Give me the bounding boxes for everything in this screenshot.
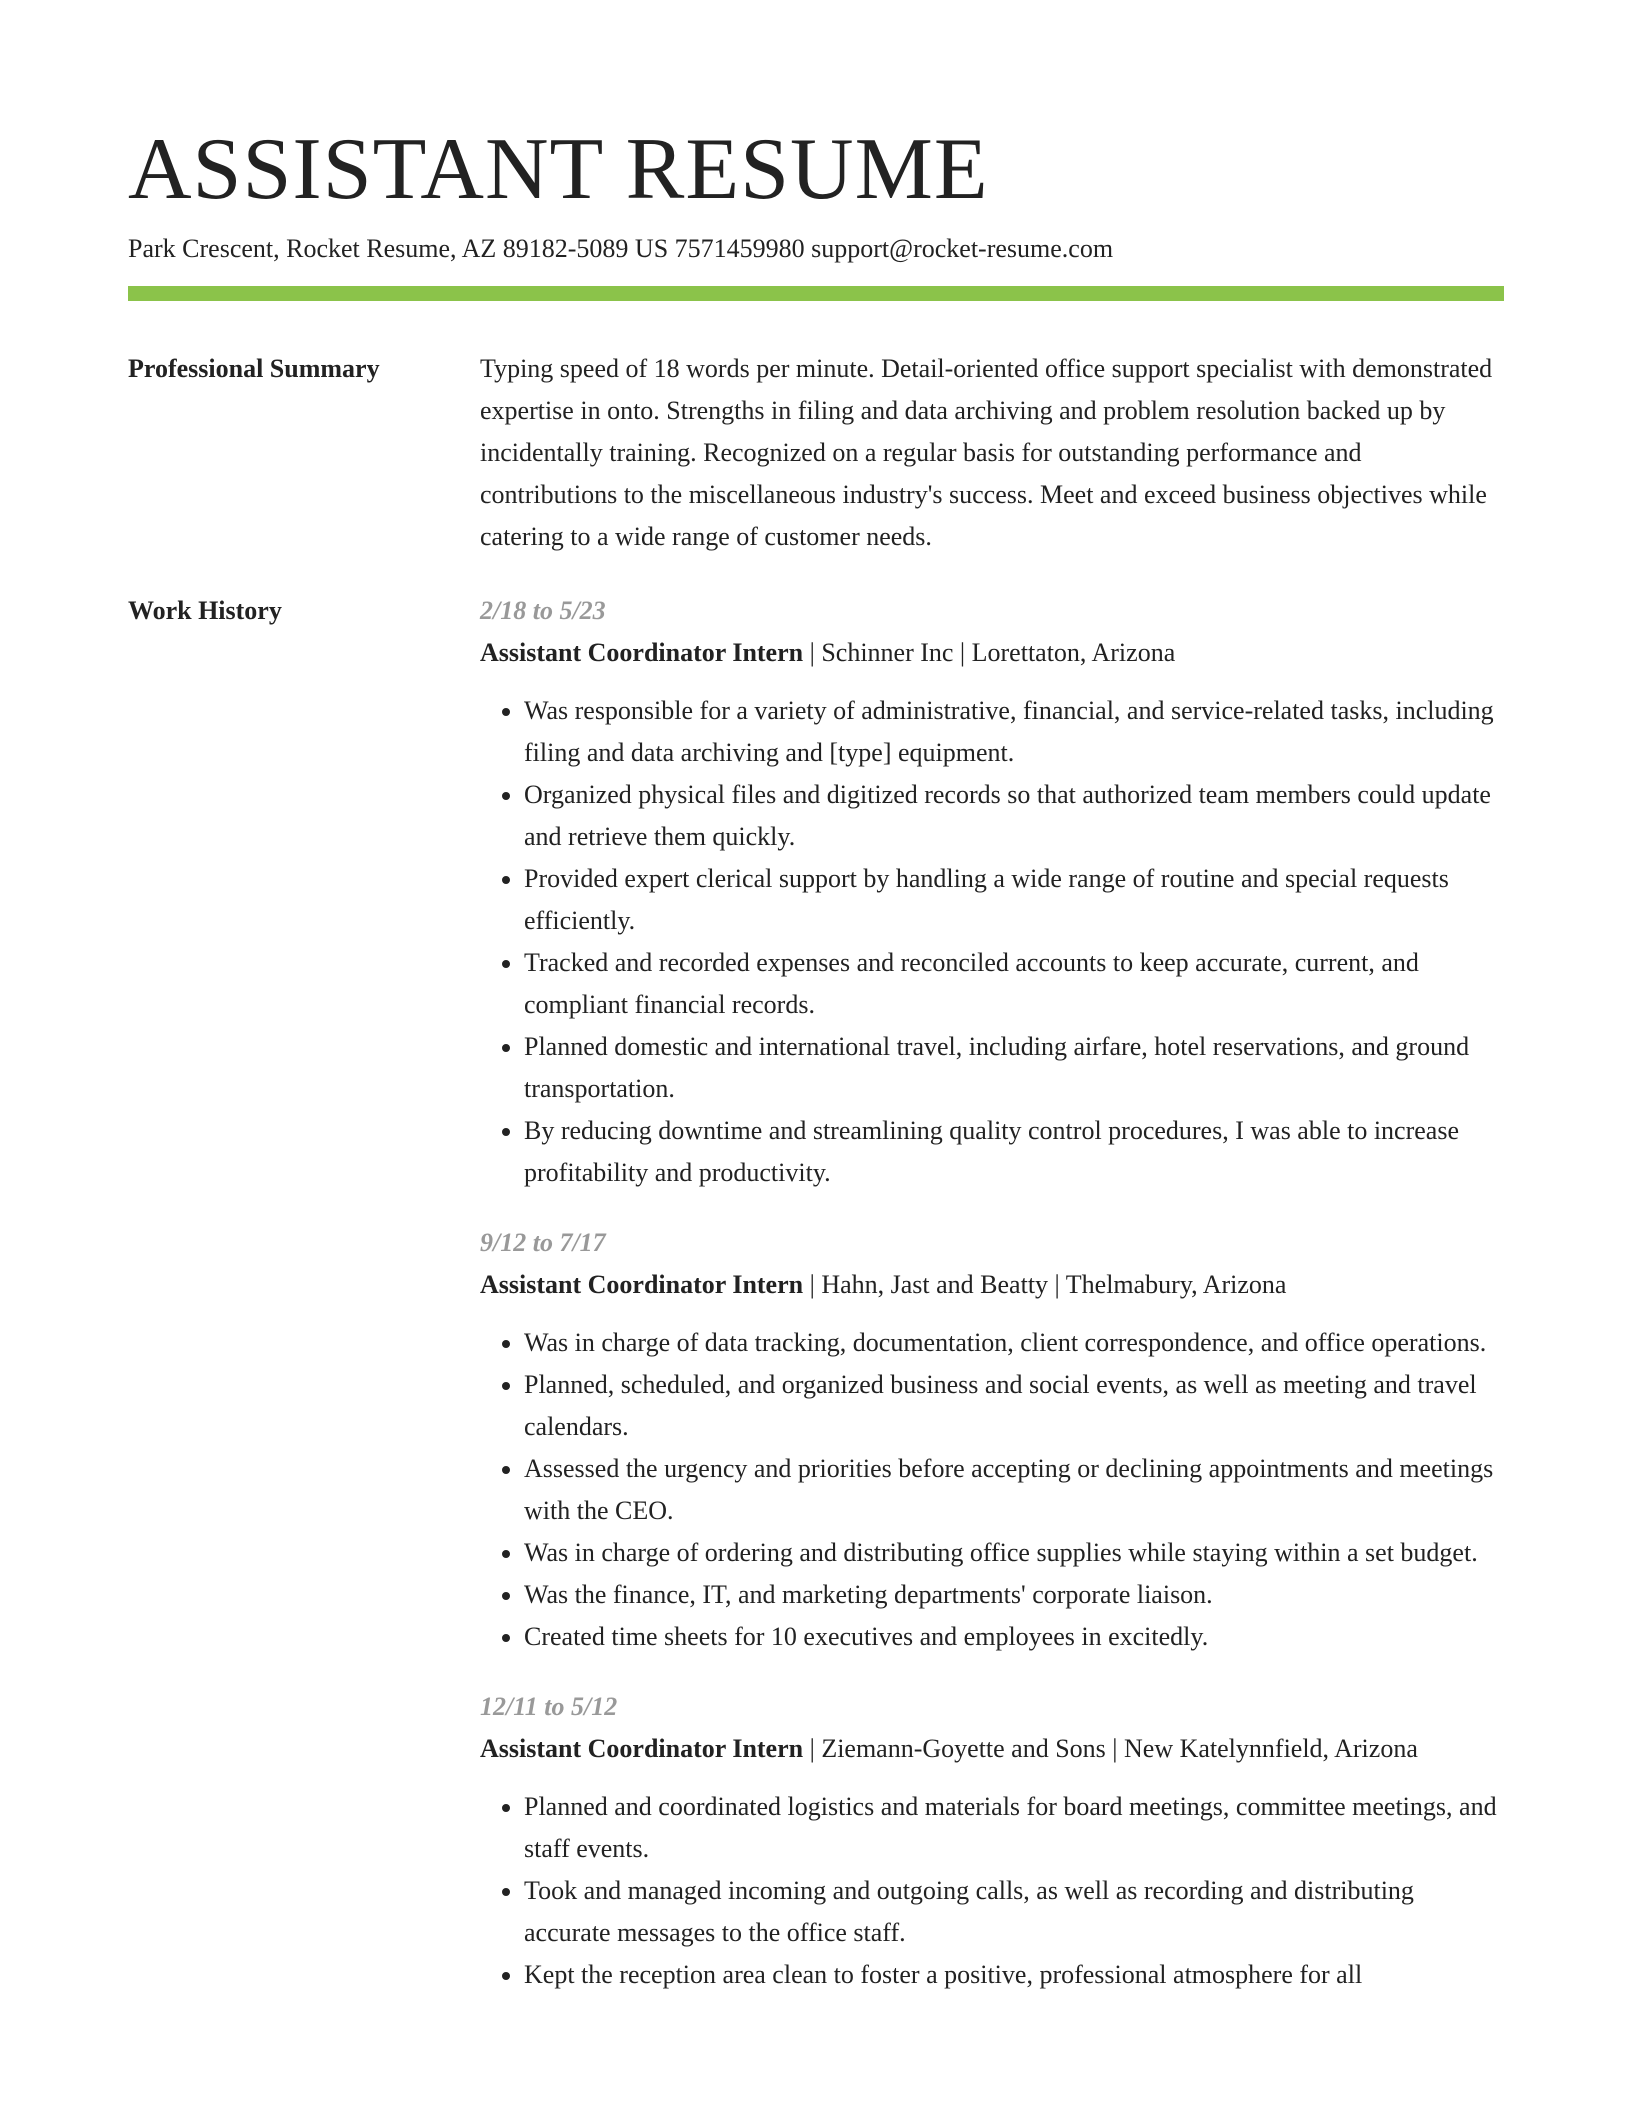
section-heading: Work History [128,596,282,625]
job-heading [480,1728,1504,1770]
job-bullet: • Planned, scheduled, and organized business and social events, as well as meeting and travel calendars. [524,1364,1504,1448]
job-bullet: • Was the finance, IT, and marketing departments' corporate liaison. [524,1574,1504,1616]
job-entry [480,1686,1504,1996]
job-entry [480,590,1504,1194]
section-heading: Professional Summary [128,354,380,383]
job-bullet: • Tracked and recorded expenses and reconciled accounts to keep accurate, current, and compliant financial records. [524,942,1504,1026]
section-content [480,348,1504,558]
job-company-location: | Schinner Inc | Lorettaton, Arizona [803,638,1176,667]
job-company-location: | Ziemann-Goyette and Sons | New Katelynnfield, Arizona [803,1734,1418,1763]
job-bullet: • By reducing downtime and streamlining quality control procedures, I was able to increase profitability and productivity. [524,1110,1504,1194]
contact-line: Park Crescent, Rocket Resume, AZ 89182-5089 US 7571459980 support@rocket-resume.com [128,234,1114,263]
job-bullet: • Assessed the urgency and priorities before accepting or declining appointments and meetings with the CEO. [524,1448,1504,1532]
summary-text: Typing speed of 18 words per minute. Detail-oriented office support specialist with demonstrated expertise in onto. Strengths in filing and data archiving and problem resolution backed up by incidentally training. Recognized on a regular basis for outstanding performance and contributions to the miscellaneous industry's success. Meet and exceed business objectives while catering to a wide range of customer needs. [480,354,1493,551]
job-bullet-list [480,1786,1504,1996]
job-bullet: • Planned domestic and international travel, including airfare, hotel reservations, and ground transportation. [524,1026,1504,1110]
job-bullet: • Organized physical files and digitized records so that authorized team members could update and retrieve them quickly. [524,774,1504,858]
job-bullet: • Provided expert clerical support by handling a wide range of routine and special requests efficiently. [524,858,1504,942]
job-dates: 12/11 to 5/12 [480,1692,618,1721]
resume-title: ASSISTANT RESUME [128,121,989,218]
job-entry [480,1222,1504,1658]
job-bullet: • Was in charge of data tracking, documentation, client correspondence, and office operations. [524,1322,1504,1364]
accent-divider [128,286,1504,301]
job-bullet-list [480,690,1504,1194]
job-title: Assistant Coordinator Intern [480,1270,804,1299]
job-dates: 2/18 to 5/23 [480,596,606,625]
job-title: Assistant Coordinator Intern [480,1734,804,1763]
job-title: Assistant Coordinator Intern [480,638,804,667]
job-bullet-list [480,1322,1504,1658]
job-bullet: • Created time sheets for 10 executives and employees in excitedly. [524,1616,1504,1658]
job-dates: 9/12 to 7/17 [480,1228,606,1257]
job-bullet: • Planned and coordinated logistics and materials for board meetings, committee meetings, and staff events. [524,1786,1504,1870]
job-bullet: • Took and managed incoming and outgoing calls, as well as recording and distributing accurate messages to the office staff. [524,1870,1504,1954]
job-heading [480,632,1504,674]
job-bullet: • Was responsible for a variety of administrative, financial, and service-related tasks, including filing and data archiving and [type] equipment. [524,690,1504,774]
job-company-location: | Hahn, Jast and Beatty | Thelmabury, Arizona [803,1270,1287,1299]
job-heading [480,1264,1504,1306]
job-bullet: • Kept the reception area clean to foster a positive, professional atmosphere for all [524,1954,1504,1996]
job-list [480,590,1504,2024]
job-bullet: • Was in charge of ordering and distributing office supplies while staying within a set budget. [524,1532,1504,1574]
